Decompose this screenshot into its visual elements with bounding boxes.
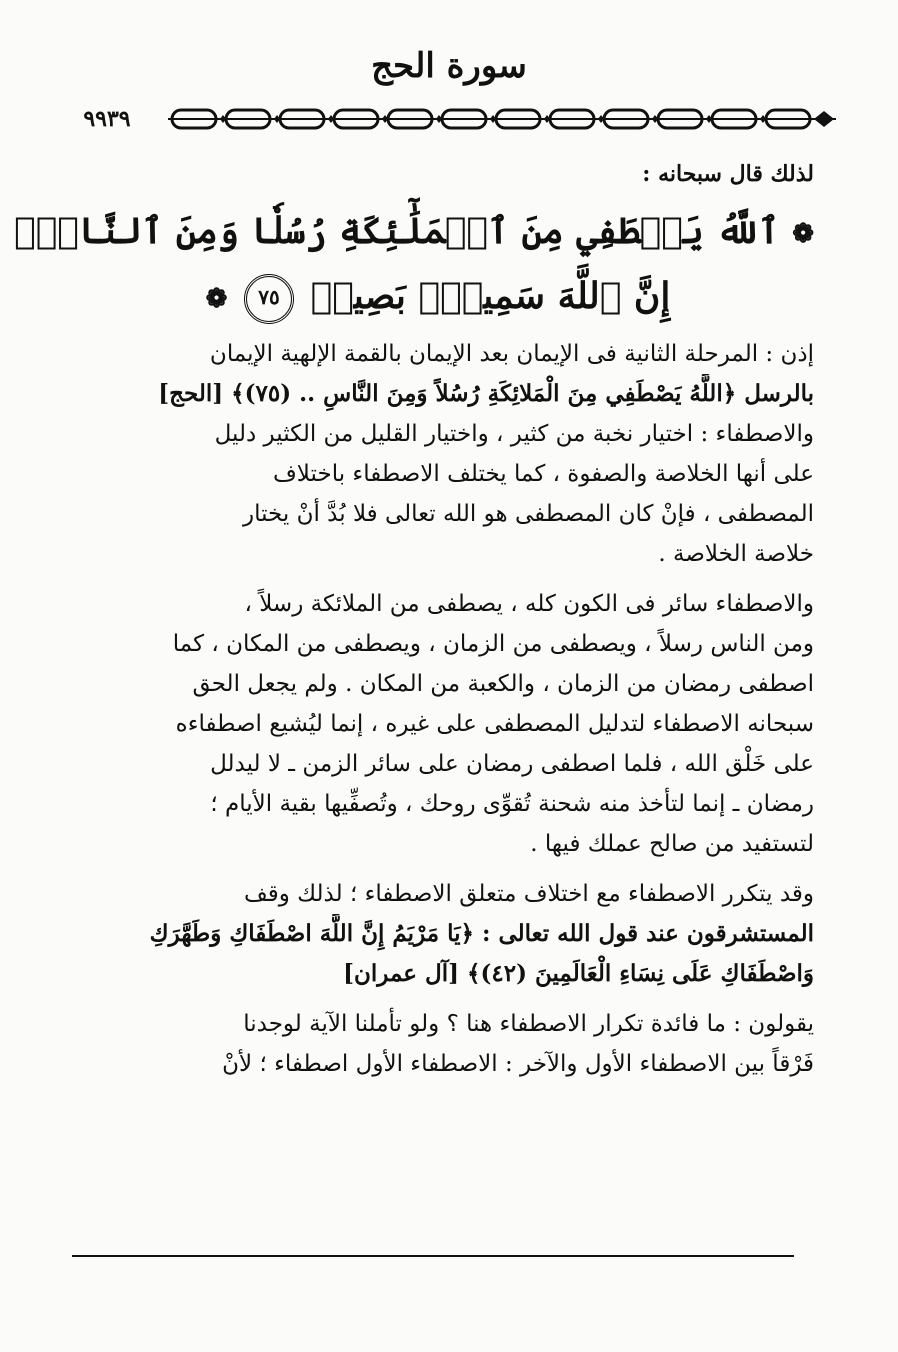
- paragraph-line: رمضان ـ إنما لتأخذ منه شحنة تُقوِّى روحك ، وتُصفِّيها بقية الأيام ؛: [210, 791, 814, 817]
- verse-number-badge: ٧٥: [244, 274, 294, 324]
- paragraph-line: يقولون : ما فائدة تكرار الاصطفاء هنا ؟ ولو تأملنا الآية لوجدنا: [243, 1011, 814, 1037]
- paragraph-line: المستشرقون عند قول الله تعالى : ﴿يَا مَرْيَمُ إِنَّ اللَّهَ اصْطَفَاكِ وَطَهَّرَكِ: [149, 920, 814, 947]
- page-content: [13, 156, 814, 1094]
- paragraph-line: اصطفى رمضان من الزمان ، والكعبة من المكان . ولم يجعل الحق: [192, 671, 814, 697]
- page-header-ornament: [48, 104, 840, 134]
- page-number: ٩٩٣٩: [48, 104, 166, 134]
- chain-ornament-icon: [48, 104, 840, 134]
- paragraph-line: والاصطفاء سائر فى الكون كله ، يصطفى من الملائكة رسلاً ،: [244, 591, 814, 617]
- paragraph-line: ومن الناس رسلاً ، ويصطفى من الزمان ، ويصطفى من المكان ، كما: [172, 631, 814, 657]
- paragraph-line: خلاصة الخلاصة .: [658, 541, 814, 567]
- verse-line-2: [62, 265, 814, 330]
- paragraph-line: وقد يتكرر الاصطفاء مع اختلاف متعلق الاصطفاء ؛ لذلك وقف: [243, 881, 814, 907]
- paragraph-line: فَرْقاً بين الاصطفاء الأول والآخر : الاصطفاء الأول اصطفاء ؛ لأنْ: [222, 1051, 814, 1077]
- paragraph-3: [62, 874, 814, 994]
- paragraph-line: المصطفى ، فإنْ كان المصطفى هو الله تعالى فلا بُدَّ أنْ يختار: [242, 501, 814, 527]
- verse-line-1: [13, 200, 814, 265]
- verse-text-1: ٱللَّهُ يَصۡطَفِي مِنَ ٱلۡمَلَٰٓئِكَةِ رُسُلٗا وَمِنَ ٱلنَّاسِۚ: [13, 210, 780, 252]
- paragraph-line: على أنها الخلاصة والصفوة ، كما يختلف الاصطفاء باختلاف: [272, 461, 814, 487]
- paragraph-line: وَاصْطَفَاكِ عَلَى نِسَاءِ الْعَالَمِينَ (٤٢)﴾ [آل عمران]: [343, 960, 814, 987]
- intro-line: لذلك قال سبحانه :: [642, 161, 814, 187]
- verse-text-2: إِنَّ ٱللَّهَ سَمِيعُۢ بَصِيرٞ: [310, 275, 671, 317]
- footer-divider: [72, 1255, 794, 1257]
- paragraph-4: [62, 1004, 814, 1084]
- quran-verse: [13, 200, 814, 330]
- paragraph-line: لتستفيد من صالح عملك فيها .: [530, 831, 814, 857]
- verse-close-ornament-icon: ❁: [205, 284, 228, 314]
- paragraph-line: بالرسل ﴿اللَّهُ يَصْطَفِي مِنَ الْمَلائِكَةِ رُسُلاً وَمِنَ النَّاسِ .. (٧٥)﴾ [الحج]: [158, 380, 814, 407]
- verse-open-ornament-icon: ❁: [792, 219, 814, 249]
- paragraph-2: [62, 584, 814, 864]
- paragraph-line: والاصطفاء : اختيار نخبة من كثير ، واختيار القليل من الكثير دليل: [214, 421, 814, 447]
- paragraph-1: [62, 334, 814, 574]
- paragraph-line: على خَلْق الله ، فلما اصطفى رمضان على سائر الزمن ـ لا ليدلل: [210, 751, 814, 777]
- paragraph-line: سبحانه الاصطفاء لتدليل المصطفى على غيره ، إنما ليُشيع اصطفاءه: [175, 711, 814, 737]
- surah-title: سورة الحج: [371, 46, 527, 86]
- paragraph-line: إذن : المرحلة الثانية فى الإيمان بعد الإيمان بالقمة الإلهية الإيمان: [209, 341, 814, 367]
